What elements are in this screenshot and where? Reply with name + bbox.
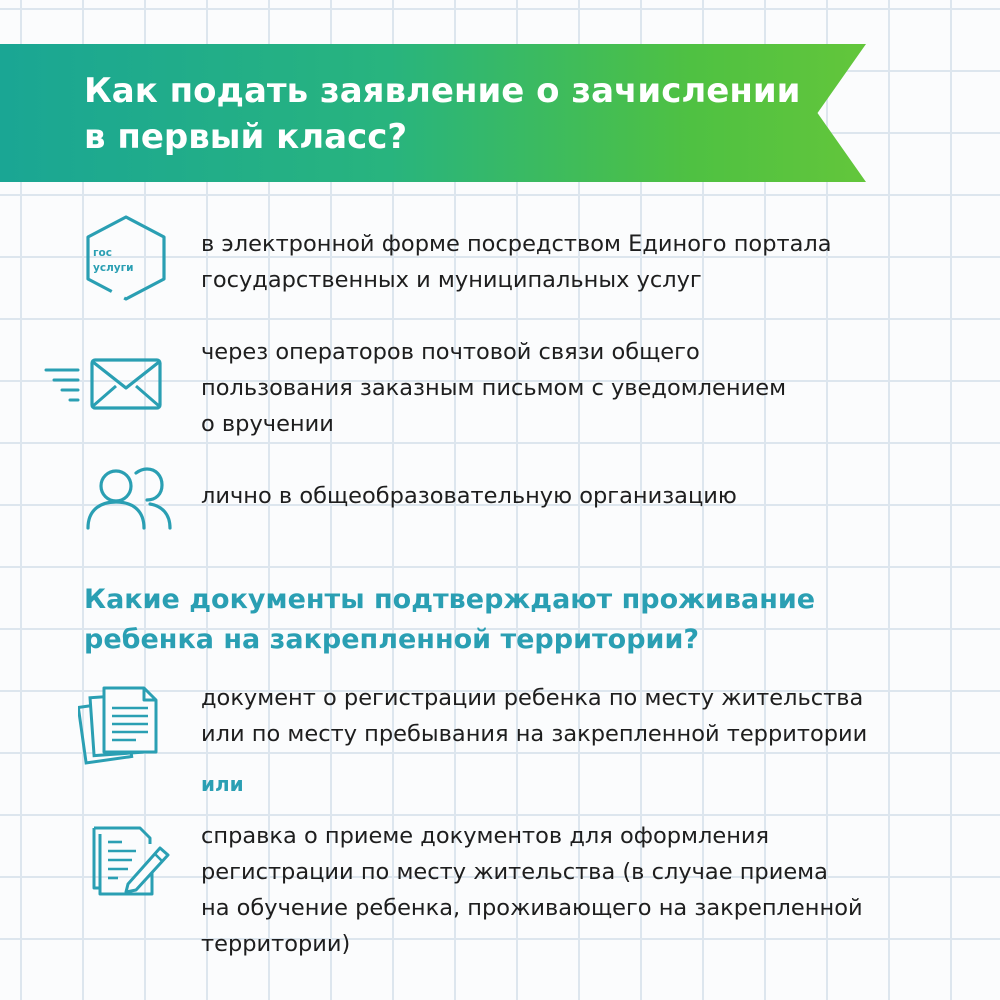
method-post-line-1: через операторов почтовой связи общего	[201, 339, 700, 365]
document-certificate-line-2: регистрации по месту жительства (в случае приема	[201, 859, 828, 885]
document-certificate-line-1: справка о приеме документов для оформления	[201, 823, 770, 849]
documents-icon	[78, 682, 162, 766]
method-post-line-3: о вручении	[201, 411, 334, 437]
gosuslugi-icon	[80, 213, 172, 303]
page-title-line-2: в первый класс?	[84, 117, 408, 157]
documents-section-title	[84, 580, 944, 660]
gosuslugi-icon-text-2: услуги	[93, 262, 134, 274]
or-separator: или	[201, 772, 244, 796]
envelope-icon	[44, 356, 166, 414]
document-certificate-text	[201, 818, 863, 962]
method-online-line-1: в электронной форме посредством Единого портала	[201, 231, 832, 257]
document-registration-line-2: или по месту пребывания на закрепленной территории	[201, 721, 868, 747]
signed-document-icon	[88, 824, 172, 898]
document-certificate-line-4: территории)	[201, 931, 351, 957]
document-certificate-line-3: на обучение ребенка, проживающего на закрепленной	[201, 895, 863, 921]
gosuslugi-icon-text-1: гос	[93, 247, 112, 259]
method-in-person-line-1: лично в общеобразовательную организацию	[201, 483, 737, 509]
method-in-person-text	[201, 478, 737, 514]
documents-section-title-line-2: ребенка на закрепленной территории?	[84, 624, 700, 655]
page-title	[84, 68, 844, 160]
document-registration-line-1: документ о регистрации ребенка по месту жительства	[201, 685, 864, 711]
method-post-line-2: пользования заказным письмом с уведомлением	[201, 375, 787, 401]
people-icon	[84, 464, 174, 532]
document-registration-text	[201, 680, 867, 752]
method-online-line-2: государственных и муниципальных услуг	[201, 267, 702, 293]
page-title-line-1: Как подать заявление о зачислении	[84, 71, 801, 111]
documents-section-title-line-1: Какие документы подтверждают проживание	[84, 584, 816, 615]
method-post-text	[201, 334, 786, 442]
method-online-text	[201, 226, 832, 298]
